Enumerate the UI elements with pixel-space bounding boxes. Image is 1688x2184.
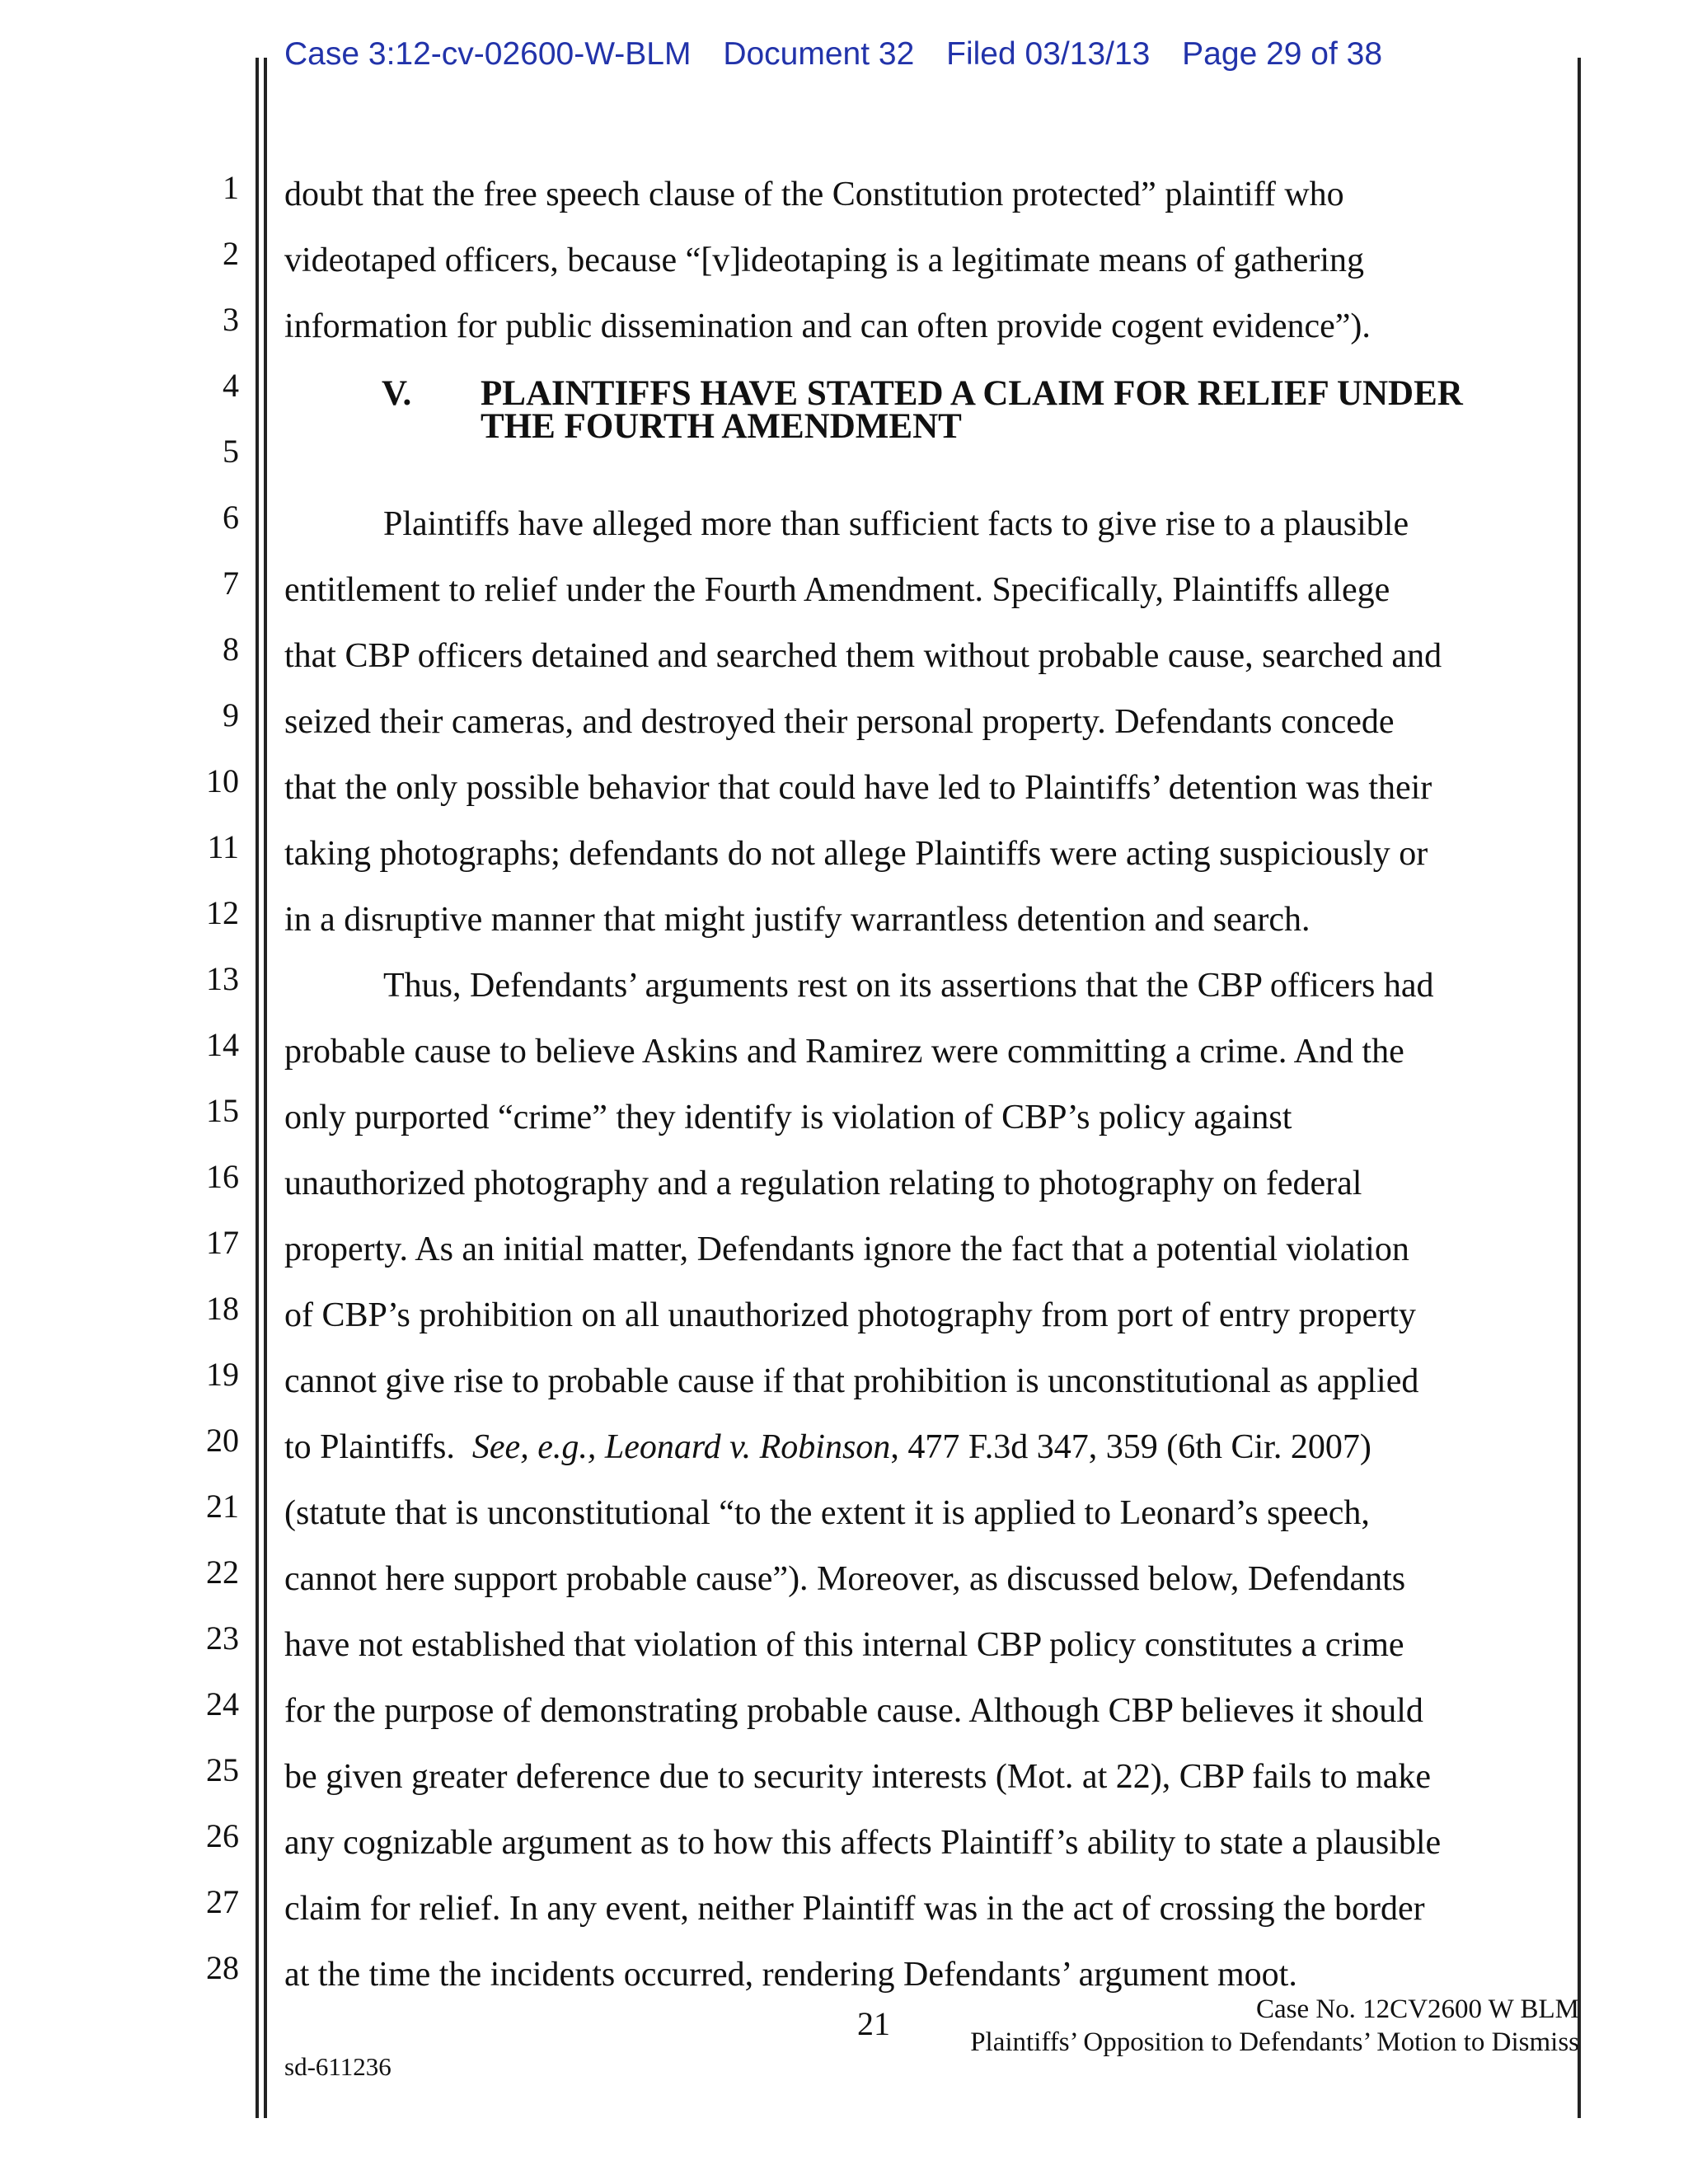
line-20-prefix: to Plaintiffs.	[284, 1428, 472, 1466]
ecf-filed-date: Filed 03/13/13	[946, 36, 1151, 72]
text-line-20	[284, 1427, 1372, 1467]
line-number: 8	[223, 630, 239, 668]
line-number: 13	[206, 960, 239, 997]
ecf-case-number: Case 3:12-cv-02600-W-BLM	[284, 36, 692, 72]
text-line-11: taking photographs; defendants do not allege Plaintiffs were acting suspiciously or	[284, 835, 1428, 873]
text-line-6: Plaintiffs have alleged more than sufficient facts to give rise to a plausible	[383, 505, 1409, 543]
line-number: 20	[206, 1422, 239, 1459]
line-number: 23	[206, 1619, 239, 1657]
line-number: 3	[223, 301, 239, 338]
text-line-16: unauthorized photography and a regulation relating to photography on federal	[284, 1165, 1362, 1202]
text-line-25: be given greater deference due to security interests (Mot. at 22), CBP fails to make	[284, 1758, 1431, 1796]
text-line-17: property. As an initial matter, Defendants ignore the fact that a potential violation	[284, 1230, 1409, 1268]
left-margin-rule-outer	[256, 58, 259, 2118]
ecf-page-count: Page 29 of 38	[1182, 36, 1383, 72]
left-margin-rule-inner	[264, 58, 267, 2118]
text-line-21: (statute that is unconstitutional “to the extent it is applied to Leonard’s speech,	[284, 1494, 1370, 1532]
line-number: 5	[223, 433, 239, 470]
text-line-23: have not established that violation of this internal CBP policy constitutes a crime	[284, 1626, 1404, 1664]
text-line-24: for the purpose of demonstrating probable cause. Although CBP believes it should	[284, 1692, 1423, 1730]
text-line-18: of CBP’s prohibition on all unauthorized photography from port of entry property	[284, 1296, 1416, 1334]
text-line-19: cannot give rise to probable cause if that prohibition is unconstitutional as applied	[284, 1362, 1419, 1400]
line-20-suffix: , 477 F.3d 347, 359 (6th Cir. 2007)	[890, 1428, 1372, 1466]
section-heading-number: V.	[382, 374, 412, 413]
line-number: 27	[206, 1883, 239, 1920]
text-line-2: videotaped officers, because “[v]ideotaping is a legitimate means of gathering	[284, 241, 1365, 279]
text-line-12: in a disruptive manner that might justify warrantless detention and search.	[284, 901, 1311, 939]
line-number: 16	[206, 1158, 239, 1195]
line-number: 7	[223, 565, 239, 602]
footer-document-title: Plaintiffs’ Opposition to Defendants’ Motion to Dismiss	[970, 2027, 1579, 2057]
footer-document-id: sd-611236	[284, 2052, 392, 2081]
line-number: 22	[206, 1554, 239, 1591]
text-line-8: that CBP officers detained and searched them without probable cause, searched and	[284, 637, 1442, 675]
line-number: 6	[223, 499, 239, 536]
line-number: 10	[206, 762, 239, 799]
footer-case-caption	[970, 1993, 1579, 2059]
line-number: 28	[206, 1949, 239, 1986]
text-line-28: at the time the incidents occurred, rendering Defendants’ argument moot.	[284, 1956, 1297, 1994]
section-heading-line-1: PLAINTIFFS HAVE STATED A CLAIM FOR RELIEF UNDER	[481, 374, 1463, 413]
line-number: 24	[206, 1685, 239, 1722]
text-line-3: information for public dissemination and can often provide cogent evidence”).	[284, 307, 1371, 345]
text-line-15: only purported “crime” they identify is violation of CBP’s policy against	[284, 1099, 1292, 1137]
line-number: 14	[206, 1026, 239, 1063]
line-number: 4	[223, 367, 239, 404]
text-line-13: Thus, Defendants’ arguments rest on its assertions that the CBP officers had	[383, 967, 1434, 1005]
text-line-26: any cognizable argument as to how this affects Plaintiff’s ability to state a plausible	[284, 1824, 1442, 1862]
text-line-14: probable cause to believe Askins and Ramirez were committing a crime. And the	[284, 1033, 1404, 1071]
line-number: 9	[223, 696, 239, 733]
right-margin-rule	[1578, 58, 1581, 2118]
line-number: 21	[206, 1488, 239, 1525]
text-line-10: that the only possible behavior that could have led to Plaintiffs’ detention was their	[284, 769, 1432, 807]
line-number: 18	[206, 1290, 239, 1327]
section-heading-line-2: THE FOURTH AMENDMENT	[481, 407, 962, 446]
line-number: 25	[206, 1751, 239, 1788]
line-number: 11	[207, 828, 239, 865]
line-number: 2	[223, 235, 239, 272]
line-number: 15	[206, 1092, 239, 1129]
line-number: 26	[206, 1817, 239, 1854]
text-line-22: cannot here support probable cause”). Moreover, as discussed below, Defendants	[284, 1560, 1406, 1598]
ecf-document-number: Document 32	[723, 36, 915, 72]
page-number: 21	[857, 2005, 890, 2042]
line-number: 19	[206, 1356, 239, 1393]
text-line-7: entitlement to relief under the Fourth Amendment. Specifically, Plaintiffs allege	[284, 571, 1390, 609]
text-line-9: seized their cameras, and destroyed their personal property. Defendants concede	[284, 703, 1395, 741]
line-number: 17	[206, 1224, 239, 1261]
text-line-1: doubt that the free speech clause of the Constitution protected” plaintiff who	[284, 176, 1344, 213]
line-number: 12	[206, 894, 239, 931]
line-number: 1	[223, 169, 239, 206]
text-line-27: claim for relief. In any event, neither Plaintiff was in the act of crossing the border	[284, 1890, 1425, 1928]
citation-case-name: See, e.g., Leonard v. Robinson	[471, 1428, 891, 1466]
footer-case-number: Case No. 12CV2600 W BLM	[1255, 1994, 1579, 2024]
ecf-header	[284, 36, 1405, 73]
